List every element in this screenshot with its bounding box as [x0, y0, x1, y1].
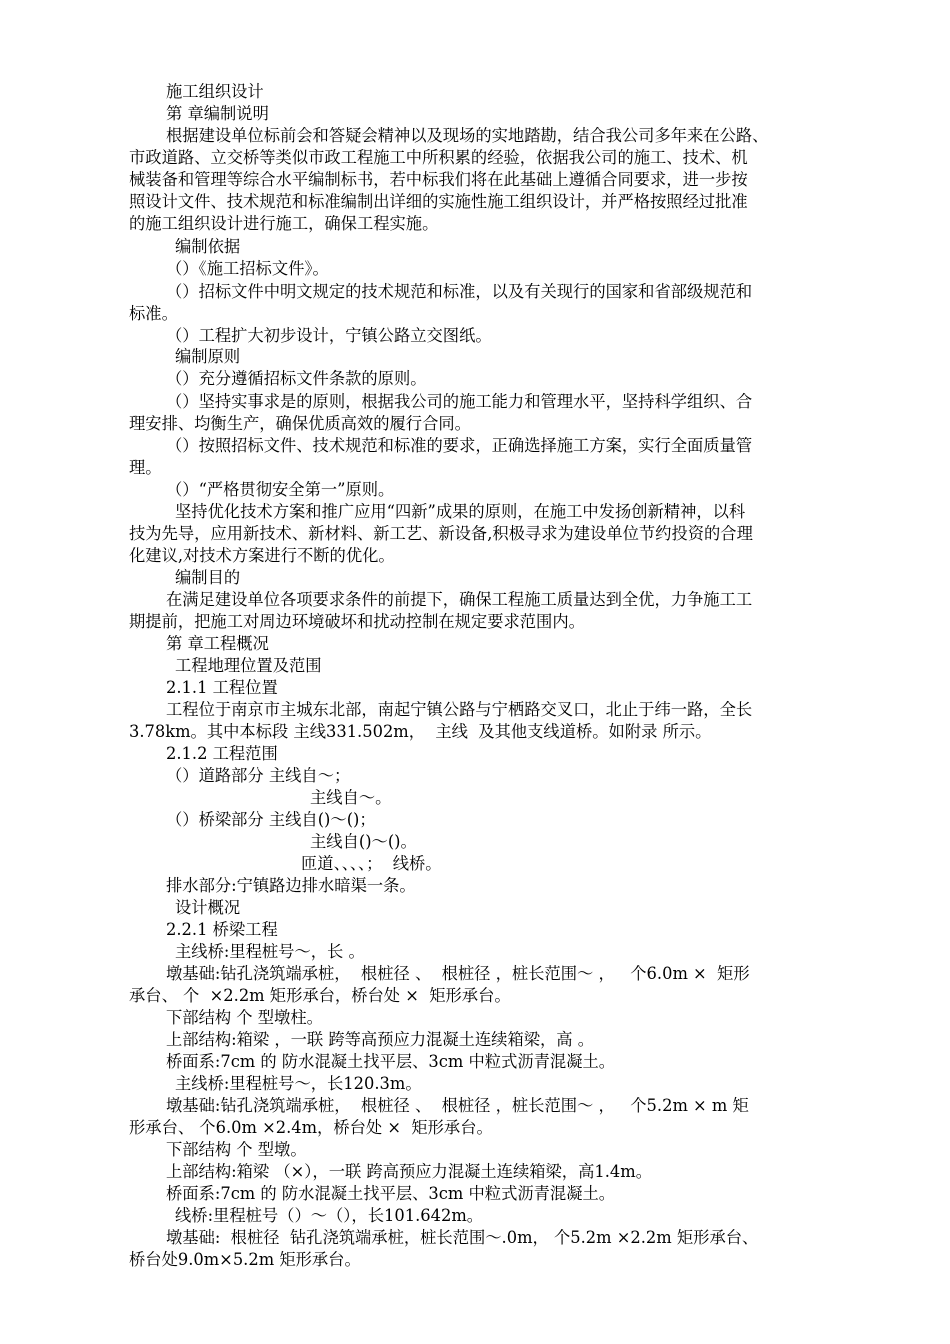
paragraph-line: 照设计文件、技术规范和标准编制出详细的实施性施工组织设计，并严格按照经过批准: [129, 192, 748, 211]
paragraph-line: 墩基础:钻孔浇筑端承桩， 根桩径 、 根桩径 ，桩长范围～ ， 个6.0m × 矩形: [166, 964, 750, 983]
paragraph-line: 排水部分:宁镇路边排水暗渠一条。: [166, 876, 416, 895]
list-item-continuation: 主线自()～()。: [310, 832, 417, 851]
paragraph-line: 上部结构:箱梁 ，一联 跨等高预应力混凝土连续箱梁，高 。: [166, 1030, 595, 1049]
paragraph-line: 械装备和管理等综合水平编制标书，若中标我们将在此基础上遵循合同要求，进一步按: [129, 170, 748, 189]
list-item: （）按照招标文件、技术规范和标准的要求，正确选择施工方案，实行全面质量管: [166, 436, 753, 455]
paragraph-line: 上部结构:箱梁 （×），一联 跨高预应力混凝土连续箱梁，高1.4m。: [166, 1162, 652, 1181]
paragraph-line: 理安排、均衡生产，确保优质高效的履行合同。: [129, 414, 471, 433]
paragraph-line: 形承台、 个6.0m ×2.4m，桥台处 × 矩形承台。: [129, 1118, 493, 1137]
paragraph-line: 桥面系:7cm 的 防水混凝土找平层、3cm 中粒式沥青混凝土。: [166, 1184, 616, 1203]
paragraph-line: 下部结构 个 型墩。: [166, 1140, 307, 1159]
paragraph-line: 理。: [129, 458, 162, 477]
paragraph-line: 桥台处9.0m×5.2m 矩形承台。: [129, 1250, 361, 1269]
list-item: （）桥梁部分 主线自()～()；: [166, 810, 376, 829]
paragraph-line: 3.78km。其中本标段 主线331.502m， 主线 及其他支线道桥。如附录 所示。: [129, 722, 712, 741]
list-item-continuation: 主线自～。: [310, 788, 392, 807]
section-heading: 工程地理位置及范围: [175, 656, 322, 675]
paragraph-line: 桥面系:7cm 的 防水混凝土找平层、3cm 中粒式沥青混凝土。: [166, 1052, 616, 1071]
paragraph-line: 标准。: [129, 304, 178, 323]
paragraph-line: 期提前，把施工对周边环境破坏和扰动控制在规定要求范围内。: [129, 612, 585, 631]
paragraph-line: 的施工组织设计进行施工，确保工程实施。: [129, 214, 439, 233]
chapter-heading: 第 章编制说明: [166, 104, 269, 123]
section-heading: 编制依据: [175, 237, 241, 256]
paragraph-line: 下部结构 个 型墩柱。: [166, 1008, 323, 1027]
paragraph-line: 主线桥:里程桩号～，长 。: [175, 942, 365, 961]
subsection-heading: 2.1.1 工程位置: [166, 678, 278, 697]
chapter-heading: 第 章工程概况: [166, 634, 269, 653]
paragraph-line: 坚持优化技术方案和推广应用“四新”成果的原则，在施工中发扬创新精神，以科: [175, 502, 746, 521]
list-item: （）道路部分 主线自～；: [166, 766, 351, 785]
paragraph-line: 线桥:里程桩号（）～（），长101.642m。: [175, 1206, 484, 1225]
paragraph-line: 墩基础:钻孔浇筑端承桩， 根桩径 、 根桩径 ，桩长范围～ ， 个5.2m × m 矩: [166, 1096, 749, 1115]
paragraph-line: 化建议,对技术方案进行不断的优化。: [129, 546, 395, 565]
list-item: （）工程扩大初步设计，宁镇公路立交图纸。: [166, 326, 492, 345]
list-item: （）“严格贯彻安全第一”原则。: [166, 480, 395, 499]
list-item: （）招标文件中明文规定的技术规范和标准，以及有关现行的国家和省部级规范和: [166, 282, 753, 301]
section-heading: 编制目的: [175, 568, 241, 587]
list-item: （）《施工招标文件》。: [166, 259, 329, 278]
list-item: （）充分遵循招标文件条款的原则。: [166, 369, 427, 388]
paragraph-line: 承台、 个 ×2.2m 矩形承台，桥台处 × 矩形承台。: [129, 986, 511, 1005]
paragraph-line: 技为先导，应用新技术、新材料、新工艺、新设备,积极寻求为建设单位节约投资的合理: [129, 524, 753, 543]
paragraph-line: 市政道路、立交桥等类似市政工程施工中所积累的经验，依据我公司的施工、技术、机: [129, 148, 748, 167]
paragraph-line: 在满足建设单位各项要求条件的前提下，确保工程施工质量达到全优，力争施工工: [166, 590, 753, 609]
list-item-continuation: 匝道、、、、； 线桥。: [301, 854, 442, 873]
doc-title: 施工组织设计: [166, 82, 264, 101]
paragraph-line: 主线桥:里程桩号～，长120.3m。: [175, 1074, 422, 1093]
subsection-heading: 2.2.1 桥梁工程: [166, 920, 278, 939]
list-item: （）坚持实事求是的原则，根据我公司的施工能力和管理水平，坚持科学组织、合: [166, 392, 753, 411]
paragraph-line: 工程位于南京市主城东北部，南起宁镇公路与宁栖路交叉口，北止于纬一路，全长: [166, 700, 753, 719]
paragraph-line: 根据建设单位标前会和答疑会精神以及现场的实地踏勘，结合我公司多年来在公路、: [166, 126, 769, 145]
section-heading: 设计概况: [175, 898, 241, 917]
section-heading: 编制原则: [175, 347, 241, 366]
subsection-heading: 2.1.2 工程范围: [166, 744, 278, 763]
paragraph-line: 墩基础: 根桩径 钻孔浇筑端承桩，桩长范围～.0m， 个5.2m ×2.2m 矩形承台、: [166, 1228, 759, 1247]
